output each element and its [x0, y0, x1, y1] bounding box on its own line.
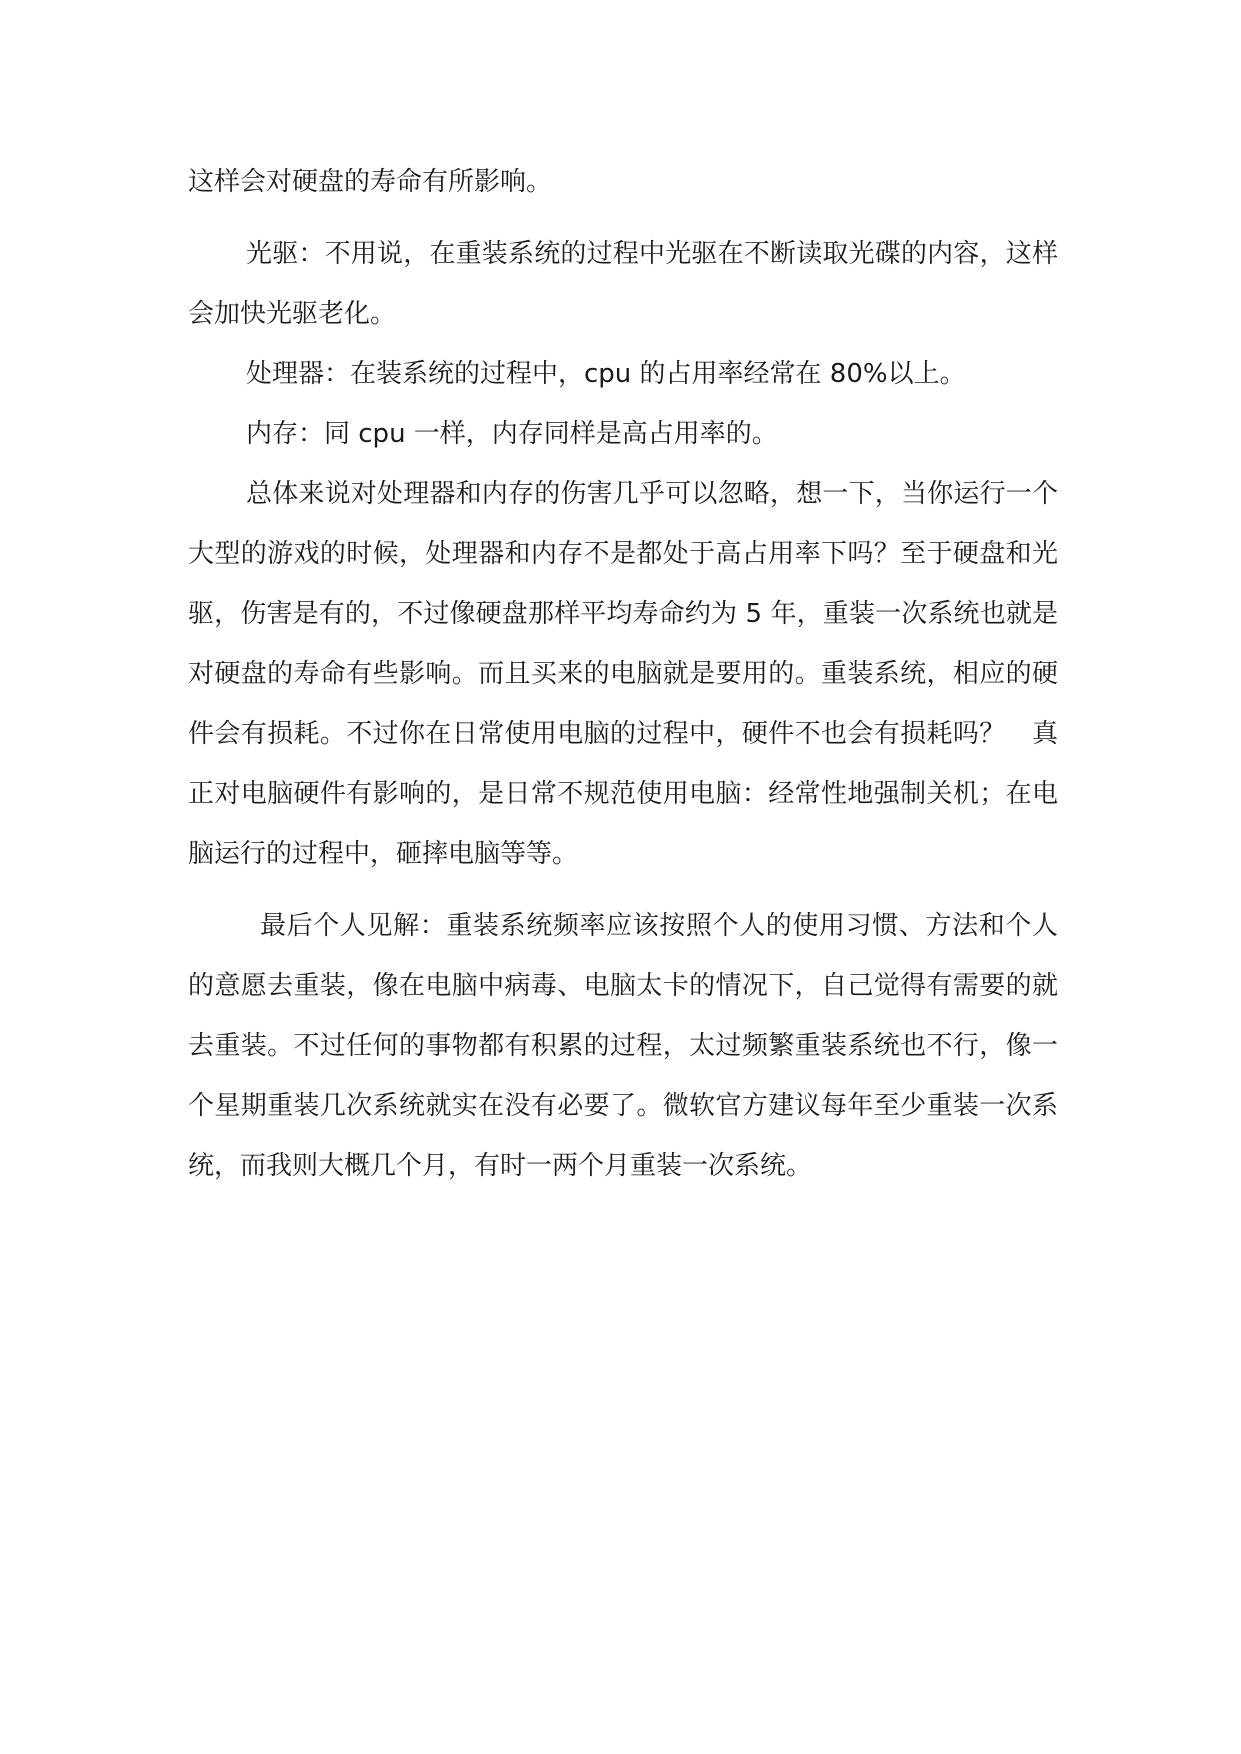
paragraph-processor: 处理器：在装系统的过程中，cpu 的占用率经常在 80%以上。 — [246, 359, 966, 389]
paragraph-memory: 内存：同 cpu 一样，内存同样是高占用率的。 — [246, 419, 778, 449]
paragraph-optical-drive: 光驱：不用说，在重装系统的过程中光驱在不断读取光碟的内容，这样会加快光驱老化。 — [188, 239, 1058, 329]
paragraph-hard-disk-end: 这样会对硬盘的寿命有所影响。 — [188, 167, 553, 197]
document-body — [188, 152, 1058, 1196]
paragraph-personal-opinion: 最后个人见解：重装系统频率应该按照个人的使用习惯、方法和个人的意愿去重装，像在电脑中病毒、电脑太卡的情况下，自己觉得有需要的就去重装。不过任何的事物都有积累的过程，太过频繁重装系统也不行，像一个星期重装几次系统就实在没有必要了。微软官方建议每年至少重装一次系统，而我则大概几个月，有时一两个月重装一次系统。 — [188, 911, 1058, 1181]
paragraph-overall: 总体来说对处理器和内存的伤害几乎可以忽略，想一下，当你运行一个大型的游戏的时候，处理器和内存不是都处于高占用率下吗？至于硬盘和光驱，伤害是有的，不过像硬盘那样平均寿命约为 5 年，重装一次系统也就是对硬盘的寿命有些影响。而且买来的电脑就是要用的。重装系统，相应的硬件会有损耗。不过你在日常使用电脑的过程中，硬件不也会有损耗吗？ 真正对电脑硬件有影响的，是日常不规范使用电脑：经常性地强制关机；在电脑运行的过程中，砸摔电脑等等。 — [188, 479, 1058, 869]
